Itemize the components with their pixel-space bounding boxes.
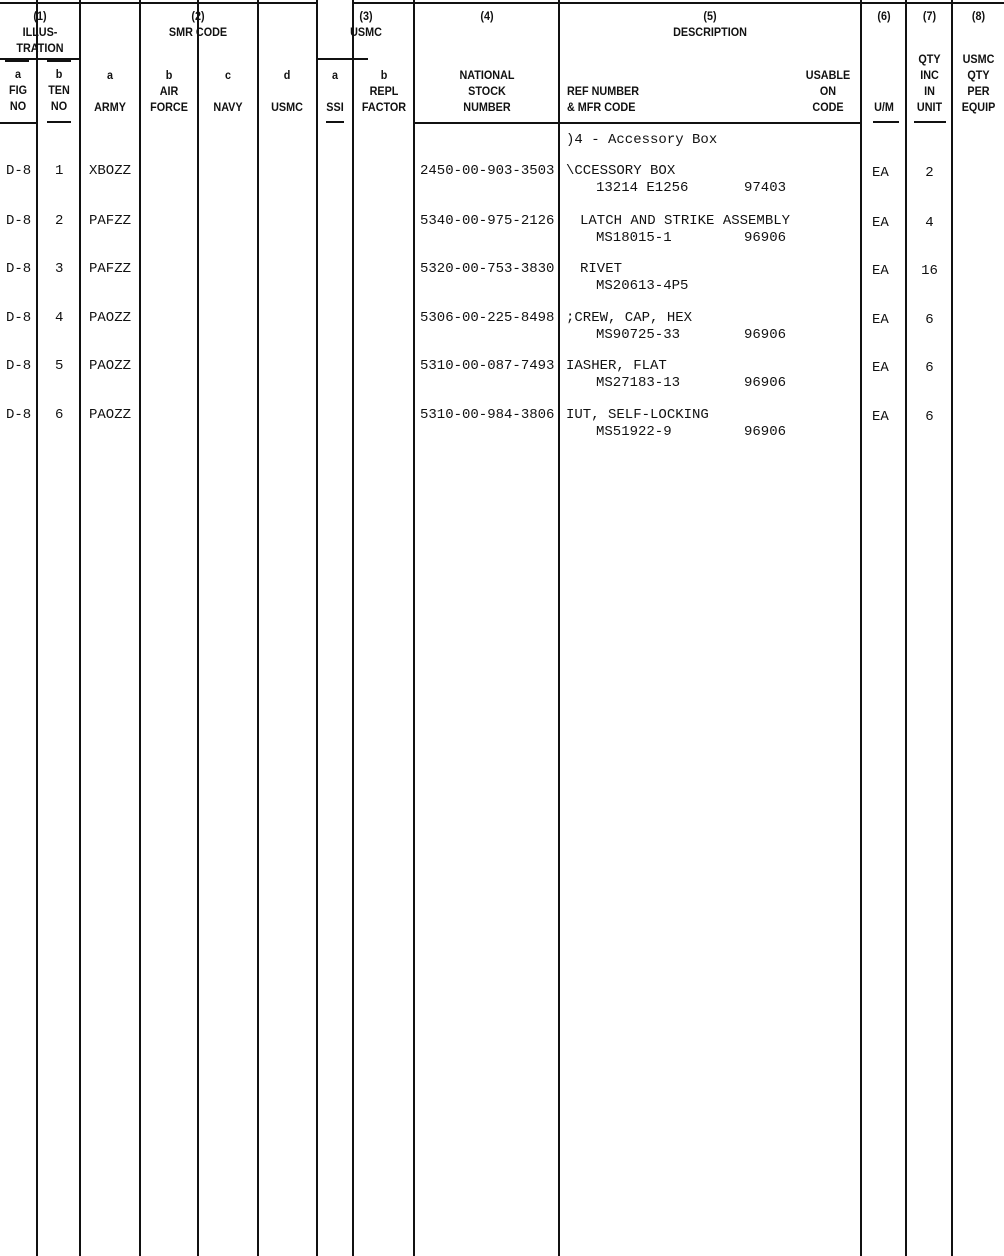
col7-title: QTY INC IN UNIT	[916, 52, 943, 114]
col6-number: (6)	[877, 9, 891, 23]
mfr-code: 97403	[744, 180, 787, 196]
col3b-header: b REPL FACTOR	[361, 68, 407, 114]
header-underline	[914, 121, 946, 123]
qty-inc-in-unit: 6	[925, 409, 934, 425]
fig-no: D-8	[6, 407, 32, 423]
column-rule	[860, 0, 862, 1256]
column-rule	[413, 0, 415, 1256]
column-rule	[558, 0, 560, 1256]
col3a-header: a SSI	[326, 68, 344, 114]
national-stock-number: 5320-00-753-3830	[420, 261, 555, 277]
smr-army: PAFZZ	[89, 261, 132, 277]
fig-no: D-8	[6, 163, 32, 179]
national-stock-number: 5310-00-087-7493	[420, 358, 555, 374]
unit-of-measure: EA	[872, 312, 889, 328]
col4-number: (4)	[480, 9, 494, 23]
column-rule	[139, 0, 141, 1256]
col3-number: (3)	[359, 9, 373, 23]
col2b-header: b AIR FORCE	[150, 68, 188, 114]
fig-no: D-8	[6, 261, 32, 277]
qty-inc-in-unit: 6	[925, 312, 934, 328]
national-stock-number: 5310-00-984-3806	[420, 407, 555, 423]
item-no: 6	[55, 407, 64, 423]
col8-number: (8)	[971, 9, 986, 23]
description: RIVET	[580, 261, 623, 277]
header-underline	[47, 60, 71, 62]
national-stock-number: 5306-00-225-8498	[420, 310, 555, 326]
unit-of-measure: EA	[872, 215, 889, 231]
item-no: 3	[55, 261, 64, 277]
header-underline	[5, 60, 29, 62]
item-no: 4	[55, 310, 64, 326]
group-heading: )4 - Accessory Box	[566, 132, 718, 148]
ref-number: MS18015-1	[596, 230, 672, 246]
group-rule	[318, 58, 368, 60]
unit-of-measure: EA	[872, 360, 889, 376]
item-no: 5	[55, 358, 64, 374]
ref-number: MS20613-4P5	[596, 278, 689, 294]
qty-inc-in-unit: 4	[925, 215, 934, 231]
col5-number: (5)	[703, 9, 717, 23]
col2c-header: c NAVY	[213, 68, 243, 114]
col2a-header: a ARMY	[94, 68, 126, 114]
header-underline	[47, 121, 71, 123]
col1-number: (1)	[33, 9, 47, 23]
top-rule	[352, 2, 1004, 4]
smr-army: PAFZZ	[89, 213, 132, 229]
col2d-header: d USMC	[271, 68, 303, 114]
col1b-header: b TEN NO	[48, 67, 70, 113]
item-no: 1	[55, 163, 64, 179]
mfr-code: 96906	[744, 424, 787, 440]
column-rule	[951, 0, 953, 1256]
smr-army: PAOZZ	[89, 310, 132, 326]
smr-army: PAOZZ	[89, 358, 132, 374]
header-underline	[326, 121, 344, 123]
col1a-header: a FIG NO	[9, 67, 28, 113]
unit-of-measure: EA	[872, 409, 889, 425]
col2-number: (2)	[191, 9, 205, 23]
ref-number: MS51922-9	[596, 424, 672, 440]
column-rule	[36, 0, 38, 1256]
col6-um-header: U/M	[874, 100, 894, 114]
national-stock-number: 5340-00-975-2126	[420, 213, 555, 229]
ref-number: 13214 E1256	[596, 180, 689, 196]
col2-title: SMR CODE	[168, 25, 228, 39]
column-rule	[316, 0, 318, 1256]
national-stock-number: 2450-00-903-3503	[420, 163, 555, 179]
mfr-code: 96906	[744, 327, 787, 343]
column-rule	[905, 0, 907, 1256]
column-rule	[197, 0, 199, 1256]
col7-number: (7)	[922, 9, 937, 23]
header-rule	[558, 122, 862, 124]
col5-usable-header: USABLE ON CODE	[805, 68, 851, 114]
description: ;CREW, CAP, HEX	[566, 310, 693, 326]
smr-army: XBOZZ	[89, 163, 132, 179]
header-underline	[873, 121, 899, 123]
col3-title: USMC	[350, 25, 382, 39]
header-rule	[0, 122, 36, 124]
top-rule	[0, 2, 316, 4]
header-rule	[413, 122, 560, 124]
description: IASHER, FLAT	[566, 358, 667, 374]
col8-title: USMC QTY PER EQUIP	[961, 52, 996, 114]
mfr-code: 96906	[744, 375, 787, 391]
qty-inc-in-unit: 6	[925, 360, 934, 376]
smr-army: PAOZZ	[89, 407, 132, 423]
qty-inc-in-unit: 2	[925, 165, 934, 181]
qty-inc-in-unit: 16	[921, 263, 938, 279]
ref-number: MS90725-33	[596, 327, 681, 343]
col1-title: ILLUS- TRATION	[16, 25, 64, 55]
description: \CCESSORY BOX	[566, 163, 676, 179]
description: IUT, SELF-LOCKING	[566, 407, 709, 423]
unit-of-measure: EA	[872, 263, 889, 279]
column-rule	[352, 0, 354, 1256]
unit-of-measure: EA	[872, 165, 889, 181]
ref-number: MS27183-13	[596, 375, 681, 391]
description: LATCH AND STRIKE ASSEMBLY	[580, 213, 791, 229]
column-rule	[257, 0, 259, 1256]
fig-no: D-8	[6, 358, 32, 374]
item-no: 2	[55, 213, 64, 229]
mfr-code: 96906	[744, 230, 787, 246]
fig-no: D-8	[6, 310, 32, 326]
fig-no: D-8	[6, 213, 32, 229]
col5-title: DESCRIPTION	[673, 25, 747, 39]
col5-ref-header: REF NUMBER & MFR CODE	[567, 84, 639, 114]
col4-title: NATIONAL STOCK NUMBER	[459, 68, 515, 114]
column-rule	[79, 0, 81, 1256]
